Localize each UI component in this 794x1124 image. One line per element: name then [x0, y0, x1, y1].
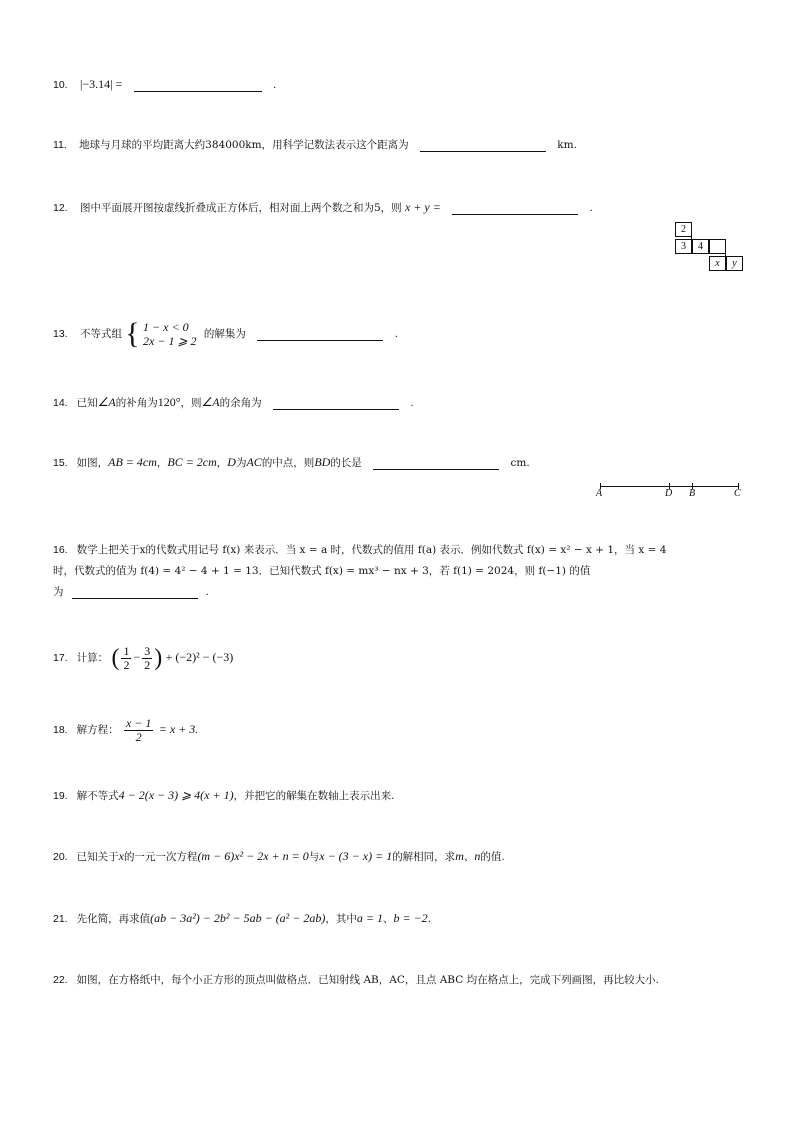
net-cell: y — [726, 256, 743, 271]
system-brace: { — [125, 317, 140, 350]
question-number: 17. — [53, 652, 68, 664]
answer-blank[interactable] — [134, 77, 262, 92]
question-text: 解方程： — [76, 724, 119, 736]
question-20 — [53, 845, 748, 869]
segment-label: BD — [314, 455, 331, 469]
question-22 — [53, 970, 733, 990]
answer-blank[interactable] — [420, 137, 546, 152]
point-c-label: C — [734, 488, 741, 499]
denominator: 2 — [135, 729, 142, 744]
question-text: 为 — [235, 457, 247, 469]
question-number: 18. — [53, 724, 68, 736]
segment-label: AC — [246, 455, 262, 469]
separator: 、 — [382, 913, 394, 925]
fold-line — [725, 239, 726, 271]
math-expression: = x + 3. — [158, 722, 199, 736]
math-expression: BC = 2cm — [167, 455, 217, 469]
question-text: 已知 — [76, 397, 98, 409]
question-number: 20. — [53, 851, 68, 863]
question-number: 14. — [53, 397, 68, 409]
unit: cm. — [510, 457, 530, 469]
question-14 — [53, 391, 748, 415]
inequality-1: 1 − x < 0 — [143, 320, 189, 334]
answer-blank[interactable] — [257, 326, 383, 341]
question-number: 15. — [53, 457, 68, 469]
right-paren: ) — [154, 645, 163, 671]
question-text: 不等式组 — [79, 328, 122, 340]
point-label: D — [227, 455, 236, 469]
question-text: 的一元一次方程 — [123, 851, 198, 863]
period: . — [205, 586, 209, 598]
question-line-1 — [53, 540, 743, 561]
question-text: 如图， — [76, 457, 109, 469]
question-text: 计算： — [76, 652, 109, 664]
answer-blank[interactable] — [452, 200, 578, 215]
question-text: 图中平面展开图按虚线折叠成正方体后，相对面上两个数之和为5，则 — [79, 202, 402, 214]
question-text: 的长是 — [330, 457, 362, 469]
answer-blank[interactable] — [373, 455, 499, 470]
question-number: 16. — [53, 544, 68, 556]
fraction — [124, 717, 153, 744]
numerator: 3 — [144, 643, 151, 658]
point-a-label: A — [596, 488, 603, 499]
angle-value: 120° — [157, 395, 181, 409]
variable: x — [118, 849, 124, 863]
question-10 — [53, 73, 748, 97]
answer-blank[interactable] — [273, 395, 399, 410]
question-text: 解不等式 — [76, 790, 119, 802]
question-text: 如图，在方格纸中，每个小正方形的顶点叫做格点．已知射线 AB，AC，且点 ABC 均在格点上，完成下列画图，再比较大小. — [76, 974, 659, 986]
question-11 — [53, 134, 748, 157]
question-text: 的补角为 — [115, 397, 158, 409]
operator: − — [133, 650, 141, 664]
question-text: 的值. — [480, 851, 505, 863]
inequality-2: 2x − 1 ⩾ 2 — [143, 334, 197, 348]
separator: 、 — [463, 851, 475, 863]
question-number: 12. — [53, 202, 68, 214]
net-cell: 2 — [675, 222, 692, 237]
question-18 — [53, 713, 748, 746]
math-expression: + (−2)² − (−3) — [165, 650, 234, 664]
angle: ∠A — [201, 395, 220, 409]
question-line-2: 时，代数式的值为 f(4) = 4² − 4 + 1 = 13．已知代数式 f(x) = mx³ − nx + 3，若 f(1) = 2024，则 f(−1) 的值 — [53, 565, 591, 577]
net-cell — [709, 239, 726, 254]
question-text: 先化简，再求值 — [76, 913, 151, 925]
question-number: 11. — [53, 139, 67, 151]
question-text: 的中点，则 — [261, 457, 315, 469]
denominator: 2 — [144, 657, 151, 672]
answer-blank[interactable] — [72, 584, 198, 599]
numerator: 1 — [123, 643, 130, 658]
value-a: a = 1 — [356, 911, 383, 925]
math-expression: |−3.14| = — [79, 77, 123, 91]
net-cell: 4 — [692, 239, 709, 254]
numerator: x − 1 — [125, 715, 152, 730]
point-b-label: B — [689, 488, 696, 499]
question-number: 19. — [53, 790, 68, 802]
denominator: 2 — [123, 657, 130, 672]
separator: ， — [216, 457, 228, 469]
segment-figure — [596, 474, 746, 504]
math-expression: AB = 4cm — [108, 455, 157, 469]
net-cell: x — [709, 256, 726, 271]
math-expression: x + y = — [404, 200, 441, 214]
period: . — [394, 328, 398, 340]
fraction — [121, 645, 131, 672]
question-21 — [53, 907, 748, 931]
question-text: ，其中 — [325, 913, 357, 925]
question-text: 的余角为 — [219, 397, 262, 409]
angle: ∠A — [97, 395, 116, 409]
fraction — [142, 645, 152, 672]
variable: m — [455, 849, 464, 863]
math-expression: (ab − 3a²) − 2b² − 5ab − (a² − 2ab) — [150, 911, 326, 925]
question-16 — [53, 540, 743, 603]
equation-2: x − (3 − x) = 1 — [319, 849, 393, 863]
period: . — [589, 202, 593, 214]
period: . — [427, 913, 432, 925]
question-text: 已知关于 — [76, 851, 119, 863]
variable: n — [474, 849, 481, 863]
left-paren: ( — [111, 645, 120, 671]
question-13 — [53, 319, 748, 349]
question-text: ，并把它的解集在数轴上表示出来. — [233, 790, 395, 802]
period: . — [272, 79, 277, 91]
question-number: 13. — [53, 328, 68, 340]
question-17 — [53, 640, 748, 675]
question-text: ，则 — [180, 397, 202, 409]
unit: km. — [557, 139, 577, 151]
fold-line — [691, 222, 692, 239]
point-d-label: D — [665, 488, 673, 499]
value-b: b = −2 — [393, 911, 428, 925]
cube-net-figure — [673, 222, 743, 274]
question-19 — [53, 784, 748, 808]
question-text: 的解相同，求 — [392, 851, 456, 863]
question-text: 地球与月球的平均距离大约384000km，用科学记数法表示这个距离为 — [79, 139, 409, 151]
separator: ， — [156, 457, 168, 469]
question-text: 为 — [53, 586, 64, 598]
period: . — [410, 397, 414, 409]
question-number: 22. — [53, 974, 68, 986]
equation-1: (m − 6)x² − 2x + n = 0 — [197, 849, 309, 863]
question-number: 21. — [53, 913, 68, 925]
question-12 — [53, 196, 748, 220]
inequality-system — [143, 320, 196, 348]
question-text: 数学上把关于x的代数式用记号 f(x) 来表示．当 x = a 时，代数式的值用 f(a) 表示．例如代数式 f(x) = x² − x + 1，当 x = 4 — [76, 544, 667, 556]
question-15 — [53, 451, 748, 475]
question-line-3 — [53, 582, 743, 603]
question-text: 与 — [308, 851, 320, 863]
net-cell: 3 — [675, 239, 692, 254]
math-expression: 4 − 2(x − 3) ⩾ 4(x + 1) — [118, 788, 234, 802]
question-text: 的解集为 — [203, 328, 246, 340]
question-number: 10. — [53, 79, 68, 91]
